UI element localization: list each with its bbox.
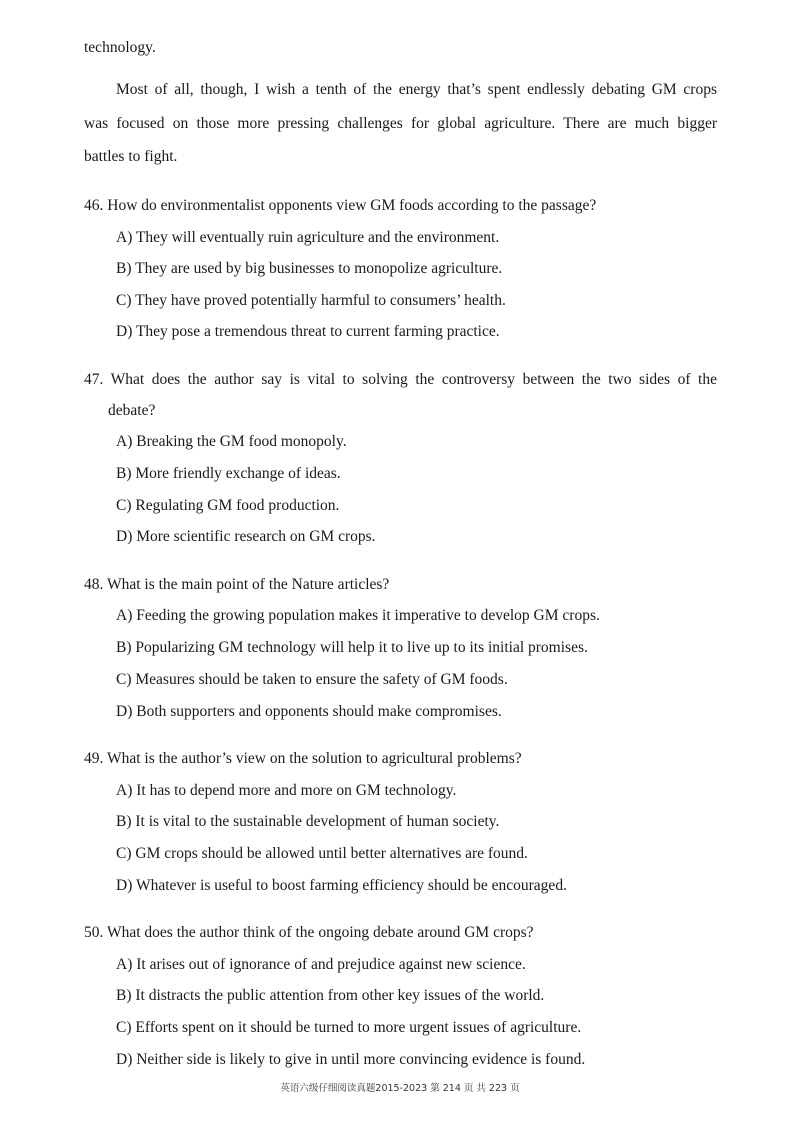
question-47-option-a: A) Breaking the GM food monopoly.: [116, 433, 347, 450]
question-47-stem-cont: debate?: [108, 402, 156, 419]
passage-line: battles to fight.: [84, 148, 178, 165]
question-49-stem: 49. What is the author’s view on the solution to agricultural problems?: [84, 750, 522, 767]
question-47-option-c: C) Regulating GM food production.: [116, 497, 340, 514]
question-48-option-a: A) Feeding the growing population makes it imperative to develop GM crops.: [116, 607, 600, 624]
question-50-option-d: D) Neither side is likely to give in until more convincing evidence is found.: [116, 1051, 586, 1068]
question-48-option-d: D) Both supporters and opponents should make compromises.: [116, 703, 502, 720]
question-46-option-c: C) They have proved potentially harmful to consumers’ health.: [116, 292, 506, 309]
question-48-option-b: B) Popularizing GM technology will help it to live up to its initial promises.: [116, 639, 588, 656]
question-46-option-d: D) They pose a tremendous threat to current farming practice.: [116, 323, 500, 340]
question-46-stem: 46. How do environmentalist opponents view GM foods according to the passage?: [84, 197, 597, 214]
question-47-option-d: D) More scientific research on GM crops.: [116, 528, 376, 545]
question-47-option-b: B) More friendly exchange of ideas.: [116, 465, 341, 482]
question-50-option-b: B) It distracts the public attention from other key issues of the world.: [116, 987, 545, 1004]
question-50-option-a: A) It arises out of ignorance of and prejudice against new science.: [116, 956, 526, 973]
passage-line: was focused on those more pressing challenges for global agriculture. There are much bigger: [84, 115, 717, 132]
passage-line: Most of all, though, I wish a tenth of the energy that’s spent endlessly debating GM crops: [116, 81, 717, 98]
question-48-option-c: C) Measures should be taken to ensure the safety of GM foods.: [116, 671, 508, 688]
page-footer: 英语六级仔细阅读真题2015-2023 第 214 页 共 223 页: [280, 1083, 520, 1094]
question-49-option-a: A) It has to depend more and more on GM technology.: [116, 782, 457, 799]
question-49-option-d: D) Whatever is useful to boost farming efficiency should be encouraged.: [116, 877, 567, 894]
passage-line: technology.: [84, 39, 156, 56]
question-46-option-b: B) They are used by big businesses to monopolize agriculture.: [116, 260, 503, 277]
question-48-stem: 48. What is the main point of the Nature articles?: [84, 576, 390, 593]
question-50-stem: 50. What does the author think of the ongoing debate around GM crops?: [84, 924, 534, 941]
question-49-option-c: C) GM crops should be allowed until better alternatives are found.: [116, 845, 528, 862]
question-47-stem: 47. What does the author say is vital to solving the controversy between the two sides of the: [84, 371, 717, 388]
question-49-option-b: B) It is vital to the sustainable development of human society.: [116, 813, 500, 830]
question-46-option-a: A) They will eventually ruin agriculture and the environment.: [116, 229, 500, 246]
question-50-option-c: C) Efforts spent on it should be turned to more urgent issues of agriculture.: [116, 1019, 582, 1036]
